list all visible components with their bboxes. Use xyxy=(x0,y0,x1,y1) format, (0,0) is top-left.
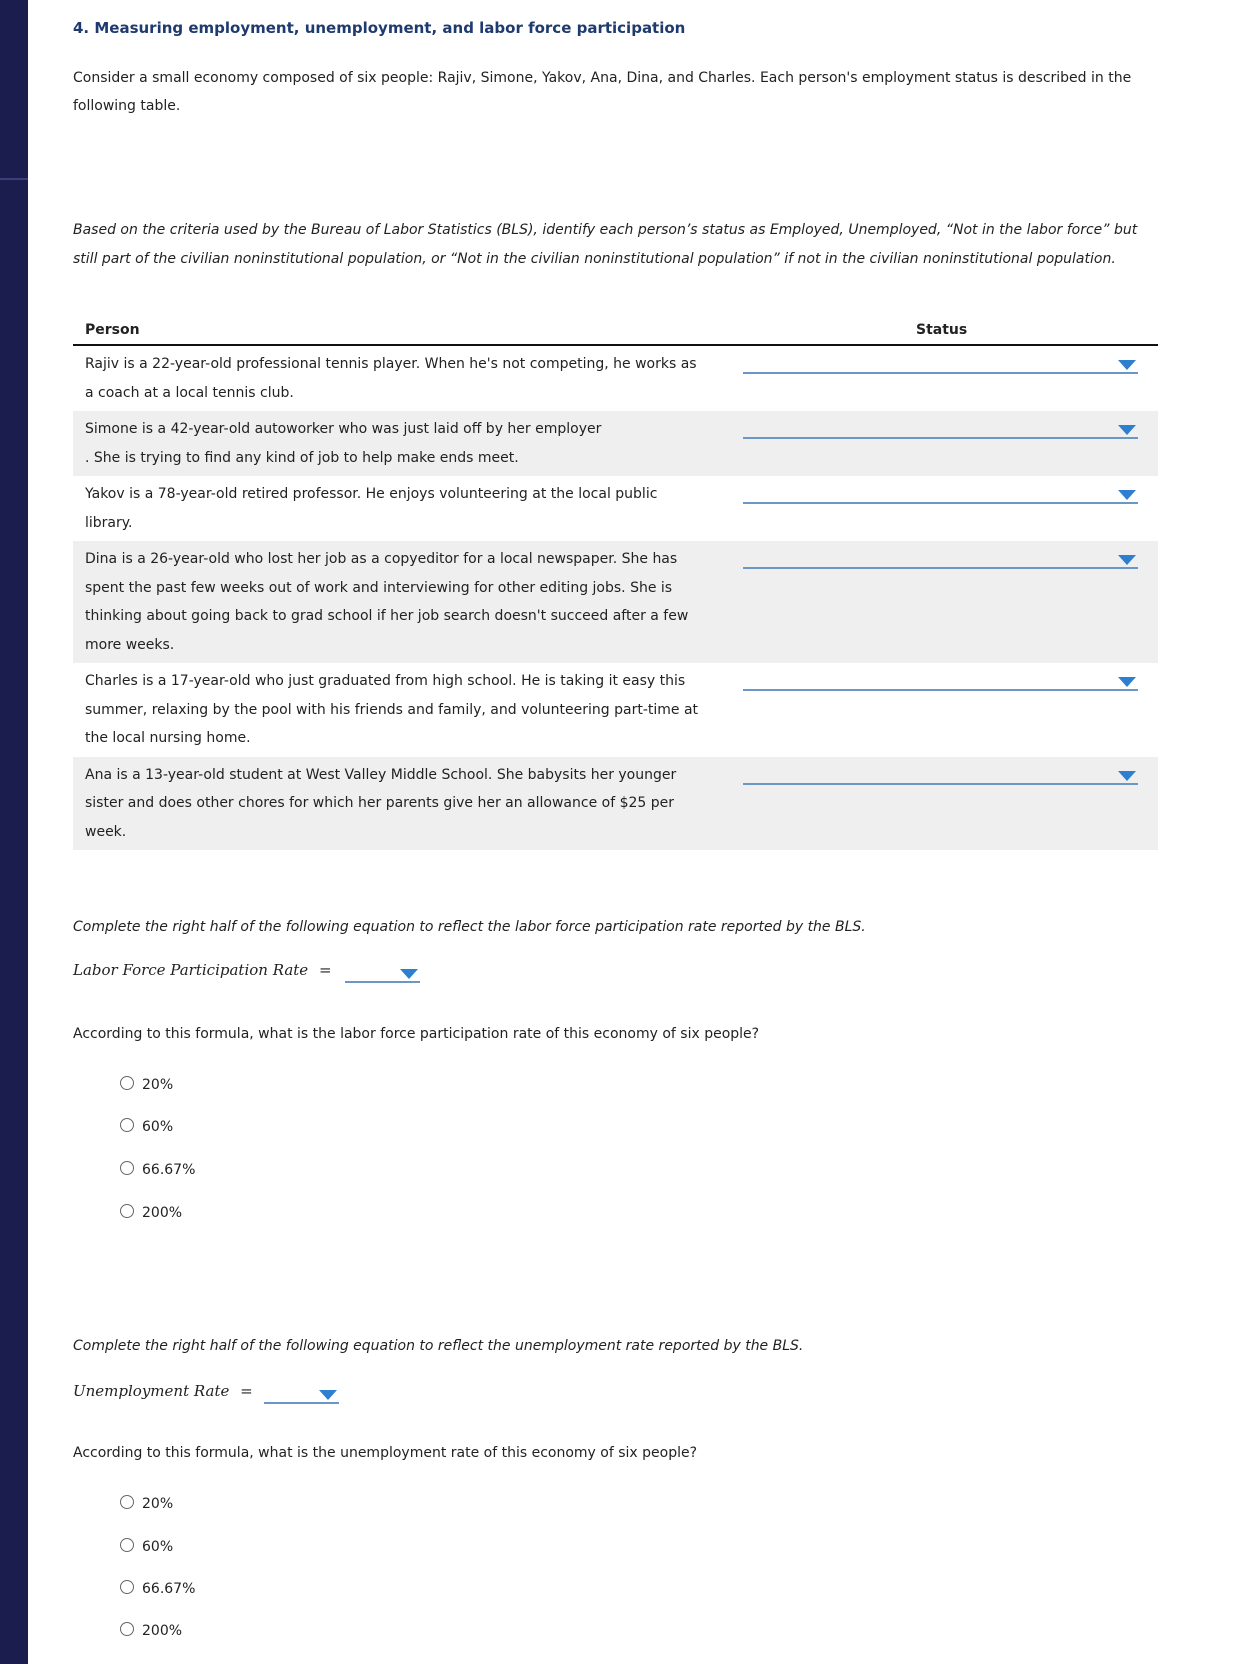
ur-option[interactable] xyxy=(120,1494,173,1514)
radio-button[interactable] xyxy=(120,1204,134,1218)
ur-equation-label: Unemployment Rate xyxy=(73,1382,230,1400)
radio-button[interactable] xyxy=(120,1580,134,1594)
table-row xyxy=(73,757,1158,851)
description-line: week. xyxy=(85,823,127,840)
description-line: Ana is a 13-year-old student at West Valley Middle School. She babysits her younger xyxy=(85,766,677,783)
dropdown-arrow-icon xyxy=(1118,555,1136,565)
dropdown-arrow-icon xyxy=(400,969,418,979)
status-dropdown-yakov[interactable] xyxy=(743,484,1138,504)
description-line: a coach at a local tennis club. xyxy=(85,384,294,401)
equals-sign: = xyxy=(240,1382,253,1400)
lfpr-prompt: Complete the right half of the following equation to reflect the labor force participation rate reported by the BLS. xyxy=(73,919,866,935)
instructions-text: Based on the criteria used by the Bureau of Labor Statistics (BLS), identify each person’s status as Employed, Unemployed, “Not in the labor force” but still part of the civilian noninstitutional population, or “Not in the civilian noninstitutional population” if not in the civilian noninstitutional population. xyxy=(73,222,1138,267)
person-description xyxy=(85,667,720,753)
option-label: 20% xyxy=(142,1077,174,1093)
description-line: Simone is a 42-year-old autoworker who was just laid off by her employer xyxy=(85,421,602,437)
person-description xyxy=(85,480,720,537)
intro-text: Consider a small economy composed of six people: Rajiv, Simone, Yakov, Ana, Dina, and Charles. Each person's employment status is described in the following table. xyxy=(73,70,1132,114)
description-line: thinking about going back to grad school if her job search doesn't succeed after a few xyxy=(85,608,689,624)
radio-button[interactable] xyxy=(120,1118,134,1132)
option-label: 200% xyxy=(142,1205,183,1221)
ur-formula-dropdown[interactable] xyxy=(264,1384,339,1404)
option-label: 60% xyxy=(142,1119,174,1135)
table-row xyxy=(73,541,1158,663)
description-line: sister and does other chores for which her parents give her an allowance of $25 per xyxy=(85,795,675,811)
description-line: Charles is a 17-year-old who just graduated from high school. He is taking it easy this xyxy=(85,673,686,689)
table-row xyxy=(73,346,1158,411)
dropdown-arrow-icon xyxy=(1118,490,1136,500)
description-line: Yakov is a 78-year-old retired professor. He enjoys volunteering at the local public xyxy=(85,486,658,502)
radio-button[interactable] xyxy=(120,1622,134,1636)
lfpr-option[interactable] xyxy=(120,1160,195,1180)
question-title: 4. Measuring employment, unemployment, and labor force participation xyxy=(73,19,686,37)
description-line: Rajiv is a 22-year-old professional tennis player. When he's not competing, he works as xyxy=(85,356,697,372)
dropdown-arrow-icon xyxy=(1118,771,1136,781)
status-table xyxy=(73,318,1158,850)
ur-option[interactable] xyxy=(120,1579,195,1599)
description-line: spent the past few weeks out of work and interviewing for other editing jobs. She is xyxy=(85,579,673,596)
ur-option[interactable] xyxy=(120,1621,182,1641)
radio-button[interactable] xyxy=(120,1538,134,1552)
status-dropdown-ana[interactable] xyxy=(743,765,1138,785)
description-line: more weeks. xyxy=(85,636,175,653)
person-description xyxy=(85,545,720,659)
dropdown-arrow-icon xyxy=(1118,677,1136,687)
option-label: 200% xyxy=(142,1623,183,1639)
person-description xyxy=(85,761,720,847)
lfpr-option[interactable] xyxy=(120,1117,173,1137)
description-line: Dina is a 26-year-old who lost her job as a copyeditor for a local newspaper. She has xyxy=(85,551,678,567)
description-line: the local nursing home. xyxy=(85,730,251,746)
ur-prompt: Complete the right half of the following equation to reflect the unemployment rate reported by the BLS. xyxy=(73,1338,804,1354)
person-description xyxy=(85,350,720,407)
option-label: 60% xyxy=(142,1539,174,1555)
radio-button[interactable] xyxy=(120,1161,134,1175)
description-line: library. xyxy=(85,514,133,531)
lfpr-equation xyxy=(73,961,332,979)
header-status: Status xyxy=(916,322,968,338)
status-dropdown-dina[interactable] xyxy=(743,549,1138,569)
radio-button[interactable] xyxy=(120,1076,134,1090)
lfpr-option[interactable] xyxy=(120,1075,173,1095)
table-row xyxy=(73,663,1158,757)
equals-sign: = xyxy=(318,961,332,979)
status-dropdown-rajiv[interactable] xyxy=(743,354,1138,374)
person-description xyxy=(85,415,720,472)
option-label: 20% xyxy=(142,1496,174,1512)
description-line: summer, relaxing by the pool with his friends and family, and volunteering part-time at xyxy=(85,701,699,718)
table-row xyxy=(73,476,1158,541)
status-dropdown-simone[interactable] xyxy=(743,419,1138,439)
sidebar-marker xyxy=(0,178,28,180)
header-person: Person xyxy=(85,322,140,338)
option-label: 66.67% xyxy=(142,1581,196,1597)
table-row xyxy=(73,411,1158,476)
option-label: 66.67% xyxy=(142,1162,196,1178)
lfpr-equation-label: Labor Force Participation Rate xyxy=(73,961,309,979)
table-header xyxy=(73,318,1158,346)
ur-option[interactable] xyxy=(120,1537,173,1557)
status-dropdown-charles[interactable] xyxy=(743,671,1138,691)
ur-question: According to this formula, what is the unemployment rate of this economy of six people? xyxy=(73,1445,698,1461)
dropdown-arrow-icon xyxy=(1118,425,1136,435)
lfpr-question: According to this formula, what is the labor force participation rate of this economy of six people? xyxy=(73,1026,760,1042)
lfpr-formula-dropdown[interactable] xyxy=(345,963,420,983)
radio-button[interactable] xyxy=(120,1495,134,1509)
left-sidebar xyxy=(0,0,28,1664)
lfpr-option[interactable] xyxy=(120,1203,182,1223)
description-line: . She is trying to find any kind of job to help make ends meet. xyxy=(85,449,519,466)
ur-equation xyxy=(73,1382,253,1400)
dropdown-arrow-icon xyxy=(1118,360,1136,370)
dropdown-arrow-icon xyxy=(319,1390,337,1400)
